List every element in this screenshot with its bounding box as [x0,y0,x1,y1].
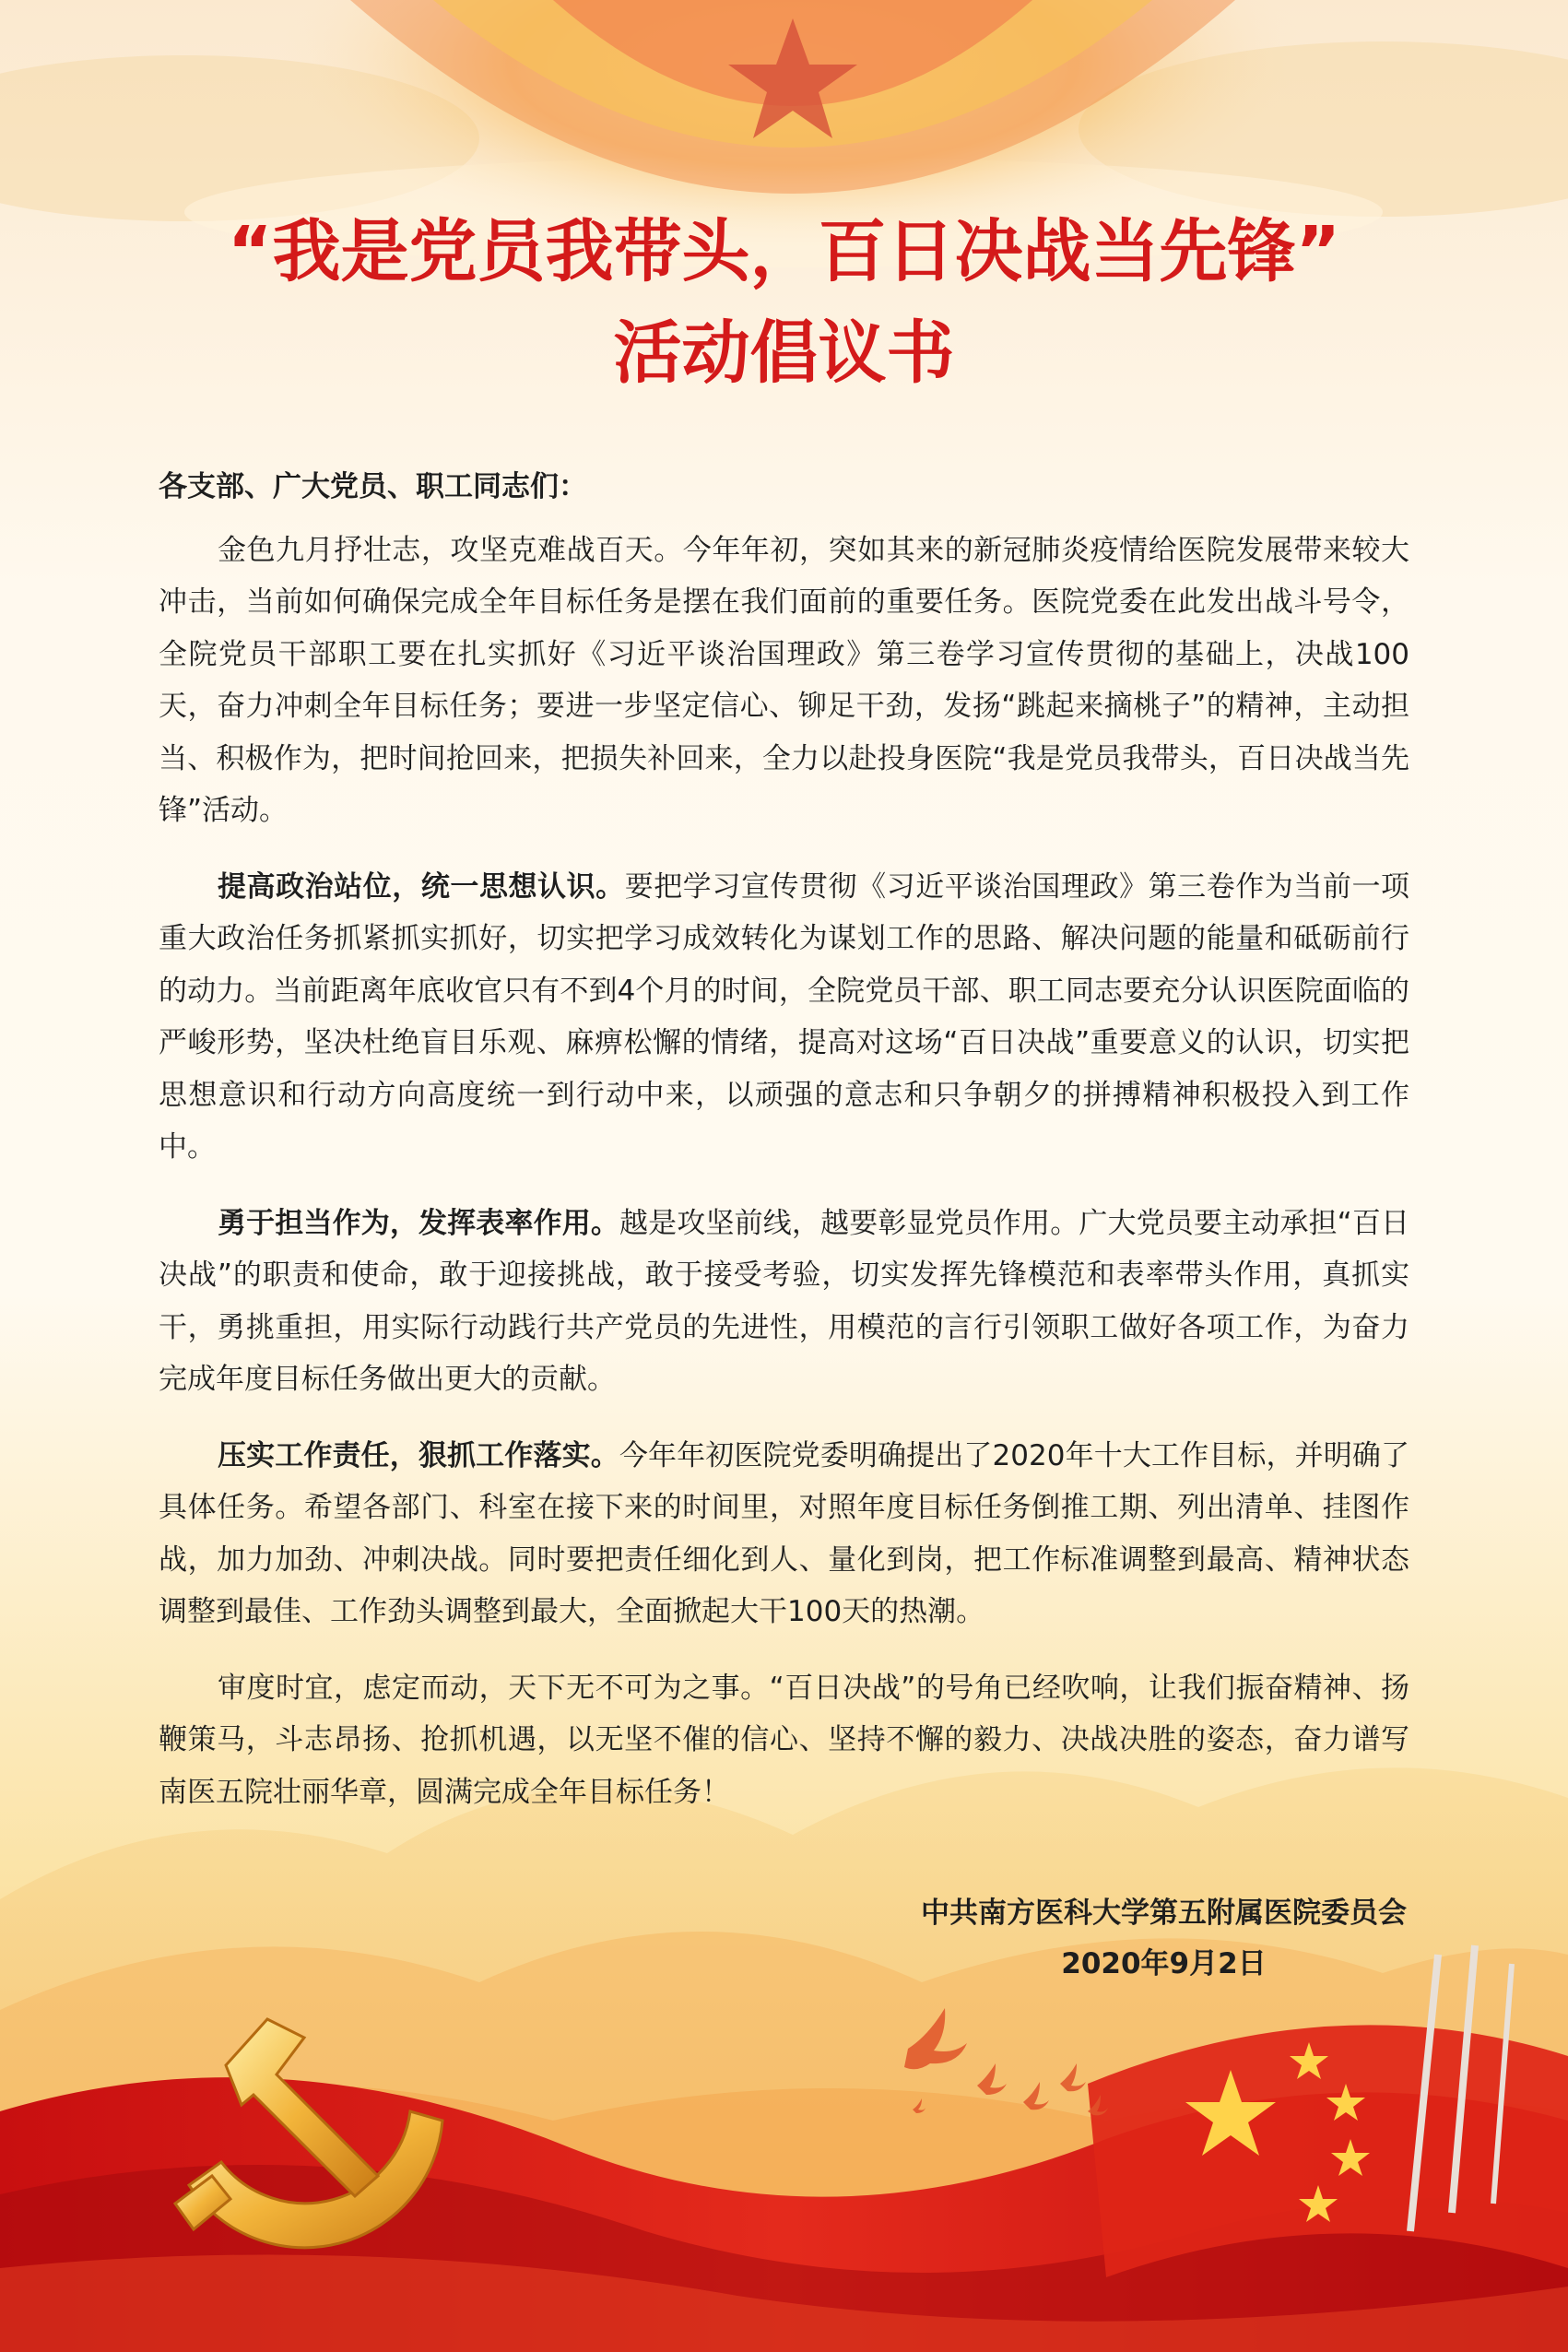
signature-date: 2020年9月2日 [1061,1947,1267,1980]
paragraph-1-text: 金色九月抒壮志，攻坚克难战百天。今年年初，突如其来的新冠肺炎疫情给医院发展带来较大冲击，当前如何确保完成全年目标任务是摆在我们面前的重要任务。医院党委在此发出战斗号令，全院党员干部职工要在扎实抓好《习近平谈治国理政》第三卷学习宣传贯彻的基础上，决战100天，奋力冲刺全年目标任务；要进一步坚定信心、铆足干劲，发扬“跳起来摘桃子”的精神，主动担当、积极作为，把时间抢回来，把损失补回来，全力以赴投身医院“我是党员我带头，百日决战当先锋”活动。 [159,533,1409,827]
paragraph-5 [159,1662,1409,1819]
paragraph-3 [159,1198,1409,1406]
signature-org: 中共南方医科大学第五附属医院委员会 [921,1897,1407,1930]
letter-body [159,461,1409,1818]
page-subtitle: 活动倡议书 [613,313,955,393]
paragraph-4-lead: 压实工作责任，狠抓工作落实。 [218,1438,619,1472]
paragraph-4-text: 今年年初医院党委明确提出了2020年十大工作目标，并明确了具体任务。希望各部门、科室在接下来的时间里，对照年度目标任务倒推工期、列出清单、挂图作战，加力加劲、冲刺决战。同时要把责任细化到人、量化到岗，把工作标准调整到最高、精神状态调整到最佳、工作劲头调整到最大，全面掀起大干100天的热潮。 [159,1438,1410,1628]
paragraph-2-text: 要把学习宣传贯彻《习近平谈治国理政》第三卷作为当前一项重大政治任务抓紧抓实抓好，切实把学习成效转化为谋划工作的思路、解决问题的能量和砥砺前行的动力。当前距离年底收官只有不到4个月的时间，全院党员干部、职工同志要充分认识医院面临的严峻形势，坚决杜绝盲目乐观、麻痹松懈的情绪，提高对这场“百日决战”重要意义的认识，切实把思想意识和行动方向高度统一到行动中来，以顽强的意志和只争朝夕的拼搏精神积极投入到工作中。 [159,869,1410,1164]
paragraph-3-lead: 勇于担当作为，发挥表率作用。 [218,1206,620,1240]
paragraph-2-lead: 提高政治站位，统一思想认识。 [218,869,625,904]
signature-block [921,1888,1407,1990]
page-title: “我是党员我带头，百日决战当先锋” [227,212,1341,291]
paragraph-2 [159,861,1409,1174]
paragraph-3-text: 越是攻坚前线，越要彰显党员作用。广大党员要主动承担“百日决战”的职责和使命，敢于迎接挑战，敢于接受考验，切实发挥先锋模范和表率带头作用，真抓实干，勇挑重担，用实际行动践行共产党员的先进性，用模范的言行引领职工做好各项工作，为奋力完成年度目标任务做出更大的贡献。 [159,1206,1409,1396]
paragraph-1 [159,525,1409,837]
paragraph-4 [159,1430,1409,1638]
salutation: 各支部、广大党员、职工同志们： [159,470,587,503]
paragraph-5-text: 审度时宜，虑定而动，天下无不可为之事。“百日决战”的号角已经吹响，让我们振奋精神、扬鞭策马，斗志昂扬、抢抓机遇，以无坚不催的信心、坚持不懈的毅力、决战决胜的姿态，奋力谱写南医五院壮丽华章，圆满完成全年目标任务！ [159,1671,1409,1809]
